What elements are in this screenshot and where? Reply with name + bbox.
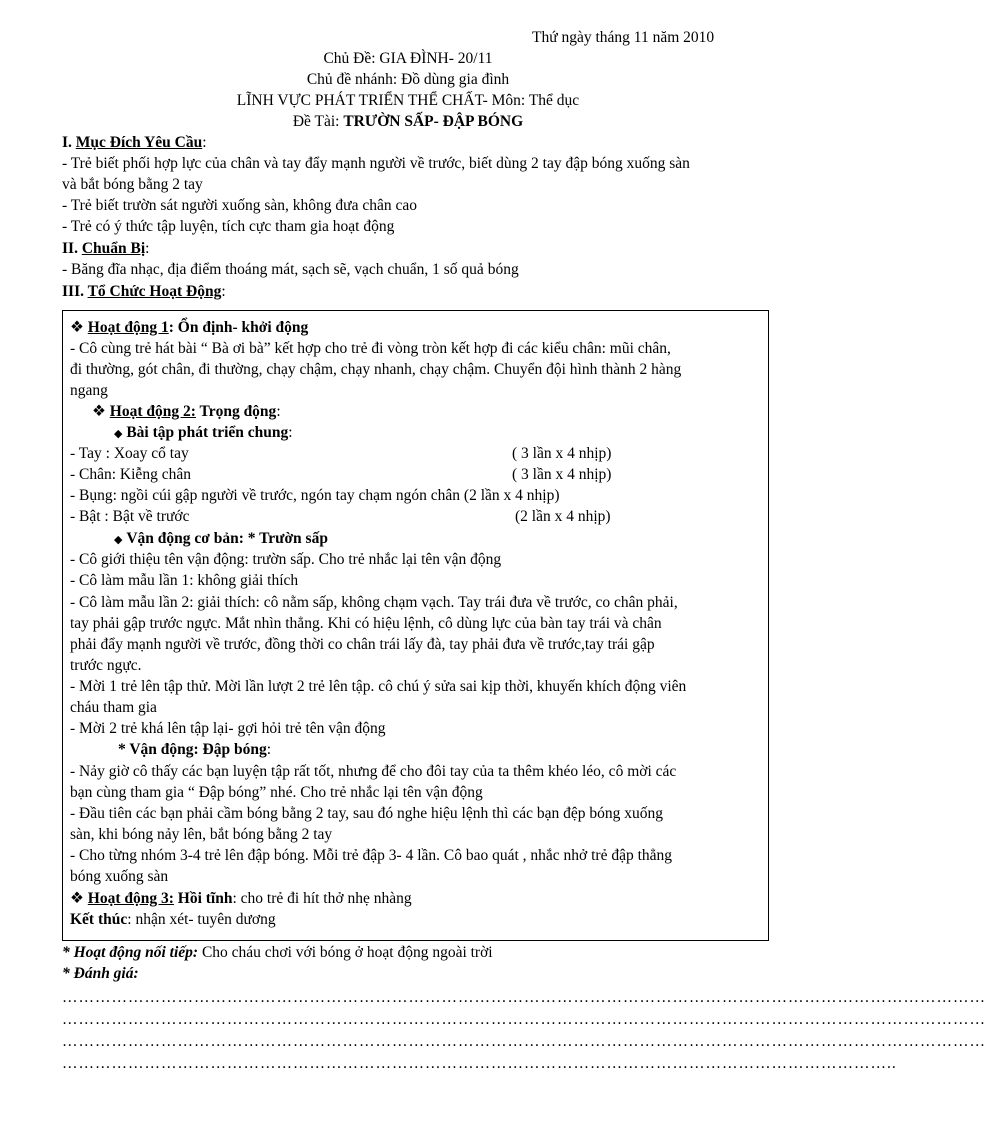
activity1-heading: [70, 317, 308, 338]
small-diamond-icon: ◆: [114, 534, 123, 546]
activity1-title: : Ổn định- khởi động: [168, 319, 309, 336]
exercise-amount: ( 3 lần x 4 nhịp): [512, 445, 612, 462]
section1-line: - Trẻ biết trườn sát người xuống sàn, không đưa chân cao: [62, 197, 417, 214]
section2-heading: [62, 238, 149, 259]
small-diamond-icon: ◆: [114, 428, 123, 440]
basic-line: - Cô làm mẫu lần 1: không giải thích: [70, 572, 299, 589]
activity2-label: Hoạt động 2:: [109, 403, 196, 420]
ball-line: bóng xuống sàn: [70, 868, 169, 885]
ball-line: bạn cùng tham gia “ Đập bóng” nhé. Cho trẻ nhắc lại tên vận động: [70, 784, 483, 801]
conclusion-label: Kết thúc: [70, 911, 128, 928]
activity3-text: : cho trẻ đi hít thở nhẹ nhàng: [232, 890, 412, 907]
ball-line: - Đầu tiên các bạn phải cầm bóng bằng 2 tay, sau đó nghe hiệu lệnh thì các bạn đệp bóng xuống: [70, 805, 663, 822]
basic-movement-title: Vận động cơ bản: * Trườn sấp: [126, 530, 328, 547]
section1-heading: [62, 132, 207, 153]
theme-line: Chủ Đề: GIA ĐÌNH- 20/11: [323, 50, 493, 67]
exercise-row: - Bật : Bật về trước: [70, 508, 190, 525]
subtheme-line: Chủ đề nhánh: Đồ dùng gia đình: [306, 71, 510, 88]
activity1-line: ngang: [70, 382, 108, 399]
section3-title: Tổ Chức Hoạt Động: [87, 283, 222, 300]
ball-movement-title: * Vận động: Đập bóng: [118, 741, 267, 758]
basic-line: phải đẩy mạnh người về trước, đồng thời co chân trái lấy đà, tay phải đưa về trước,tay trái gập: [70, 636, 655, 653]
section1-line: - Trẻ biết phối hợp lực của chân và tay đẩy mạnh người về trước, biết dùng 2 tay đập bóng xuống sàn: [62, 155, 690, 172]
basic-line: tay phải gập trước ngực. Mắt nhìn thẳng. Khi có hiệu lệnh, cô dùng lực của bàn tay trái và chân: [70, 615, 662, 632]
diamond-bullet-icon: ❖: [70, 319, 84, 336]
dotted-line: ……………………………………………………………………………………………………………………………………………………: [62, 1011, 986, 1028]
basic-line: - Mời 1 trẻ lên tập thử. Mời lần lượt 2 trẻ lên tập. cô chú ý sửa sai kịp thời, khuyến khích động viên: [70, 678, 687, 695]
dotted-line: ……………………………………………………………………………………………………………………………………………………: [62, 1033, 986, 1050]
exercise-row: - Bụng: ngồi cúi gập người về trước, ngón tay chạm ngón chân (2 lần x 4 nhịp): [70, 487, 560, 504]
basic-line: cháu tham gia: [70, 699, 157, 716]
activity3-label: Hoạt động 3:: [87, 890, 174, 907]
section1-line: và bắt bóng bằng 2 tay: [62, 176, 203, 193]
diamond-bullet-icon: ❖: [92, 403, 106, 420]
followup-line: [62, 942, 493, 963]
diamond-bullet-icon: ❖: [70, 890, 84, 907]
ball-line: - Cho từng nhóm 3-4 trẻ lên đập bóng. Mỗi trẻ đập 3- 4 lần. Cô bao quát , nhắc nhở trẻ đập thẳng: [70, 847, 673, 864]
general-exercise-heading: [114, 422, 293, 445]
conclusion-line: [70, 909, 276, 930]
conclusion-text: : nhận xét- tuyên dương: [127, 911, 276, 928]
section3-heading: [62, 281, 226, 302]
activity3-title: Hồi tĩnh: [173, 890, 233, 907]
section2-title: Chuẩn Bị: [81, 240, 146, 257]
ball-movement-heading: [118, 739, 271, 760]
section3-colon: :: [221, 283, 226, 300]
activity2-heading: [92, 401, 281, 422]
section1-num: I.: [62, 134, 76, 151]
activity2-colon: :: [276, 403, 281, 420]
exercise-amount: (2 lần x 4 nhịp): [515, 508, 611, 525]
section2-line: - Băng đĩa nhạc, địa điểm thoáng mát, sạch sẽ, vạch chuẩn, 1 số quả bóng: [62, 261, 519, 278]
basic-line: - Mời 2 trẻ khá lên tập lại- gợi hỏi trẻ tên vận động: [70, 720, 386, 737]
section3-num: III.: [62, 283, 88, 300]
field-line: LĨNH VỰC PHÁT TRIỂN THỂ CHẤT- Môn: Thể dục: [236, 92, 580, 109]
evaluation-label: * Đánh giá:: [62, 965, 139, 982]
activity2-title: Trọng động: [195, 403, 277, 420]
ball-line: sàn, khi bóng nảy lên, bắt bóng bằng 2 tay: [70, 826, 333, 843]
basic-line: trước ngực.: [70, 657, 142, 674]
date-line: Thứ ngày tháng 11 năm 2010: [532, 29, 715, 46]
general-exercise-colon: :: [288, 424, 293, 441]
exercise-amount: ( 3 lần x 4 nhịp): [512, 466, 612, 483]
basic-line: - Cô giới thiệu tên vận động: trườn sấp. Cho trẻ nhắc lại tên vận động: [70, 551, 502, 568]
section1-line: - Trẻ có ý thức tập luyện, tích cực tham gia hoạt động: [62, 218, 395, 235]
section1-colon: :: [202, 134, 207, 151]
activity1-label: Hoạt động 1: [87, 319, 169, 336]
basic-movement-heading: [114, 528, 328, 551]
ball-movement-colon: :: [266, 741, 272, 758]
basic-line: - Cô làm mẫu lần 2: giải thích: cô nằm sấp, không chạm vạch. Tay trái đưa về trước, co chân phải,: [70, 594, 678, 611]
activity1-line: đi thường, gót chân, đi thường, chạy chậm, chạy nhanh, chạy chậm. Chuyển đội hình thành 2 hàng: [70, 361, 682, 378]
general-exercise-title: Bài tập phát triển chung: [126, 424, 289, 441]
activity3-heading: [70, 888, 412, 909]
followup-label: * Hoạt động nối tiếp:: [62, 944, 199, 961]
section1-title: Mục Đích Yêu Cầu: [75, 134, 203, 151]
topic-title: TRƯỜN SẤP- ĐẬP BÓNG: [343, 113, 524, 130]
topic-line: [0, 111, 816, 132]
exercise-row: - Chân: Kiễng chân: [70, 466, 191, 483]
section2-colon: :: [145, 240, 150, 257]
followup-text: Cho cháu chơi với bóng ở hoạt động ngoài trời: [198, 944, 493, 961]
exercise-row: - Tay : Xoay cổ tay: [70, 445, 189, 462]
dotted-line: ……………………………………………………………………………………………………………………………………………………: [62, 989, 986, 1006]
section2-num: II.: [62, 240, 82, 257]
ball-line: - Nảy giờ cô thấy các bạn luyện tập rất tốt, nhưng để cho đôi tay của ta thêm khéo léo, cô mời các: [70, 763, 677, 780]
activity1-line: - Cô cùng trẻ hát bài “ Bà ơi bà” kết hợp cho trẻ đi vòng tròn kết hợp đi các kiểu chân: mũi chân,: [70, 340, 671, 357]
dotted-line: ……………………………………………………………………………………………………………………………………..: [62, 1055, 897, 1072]
topic-label: Đề Tài:: [292, 113, 344, 130]
